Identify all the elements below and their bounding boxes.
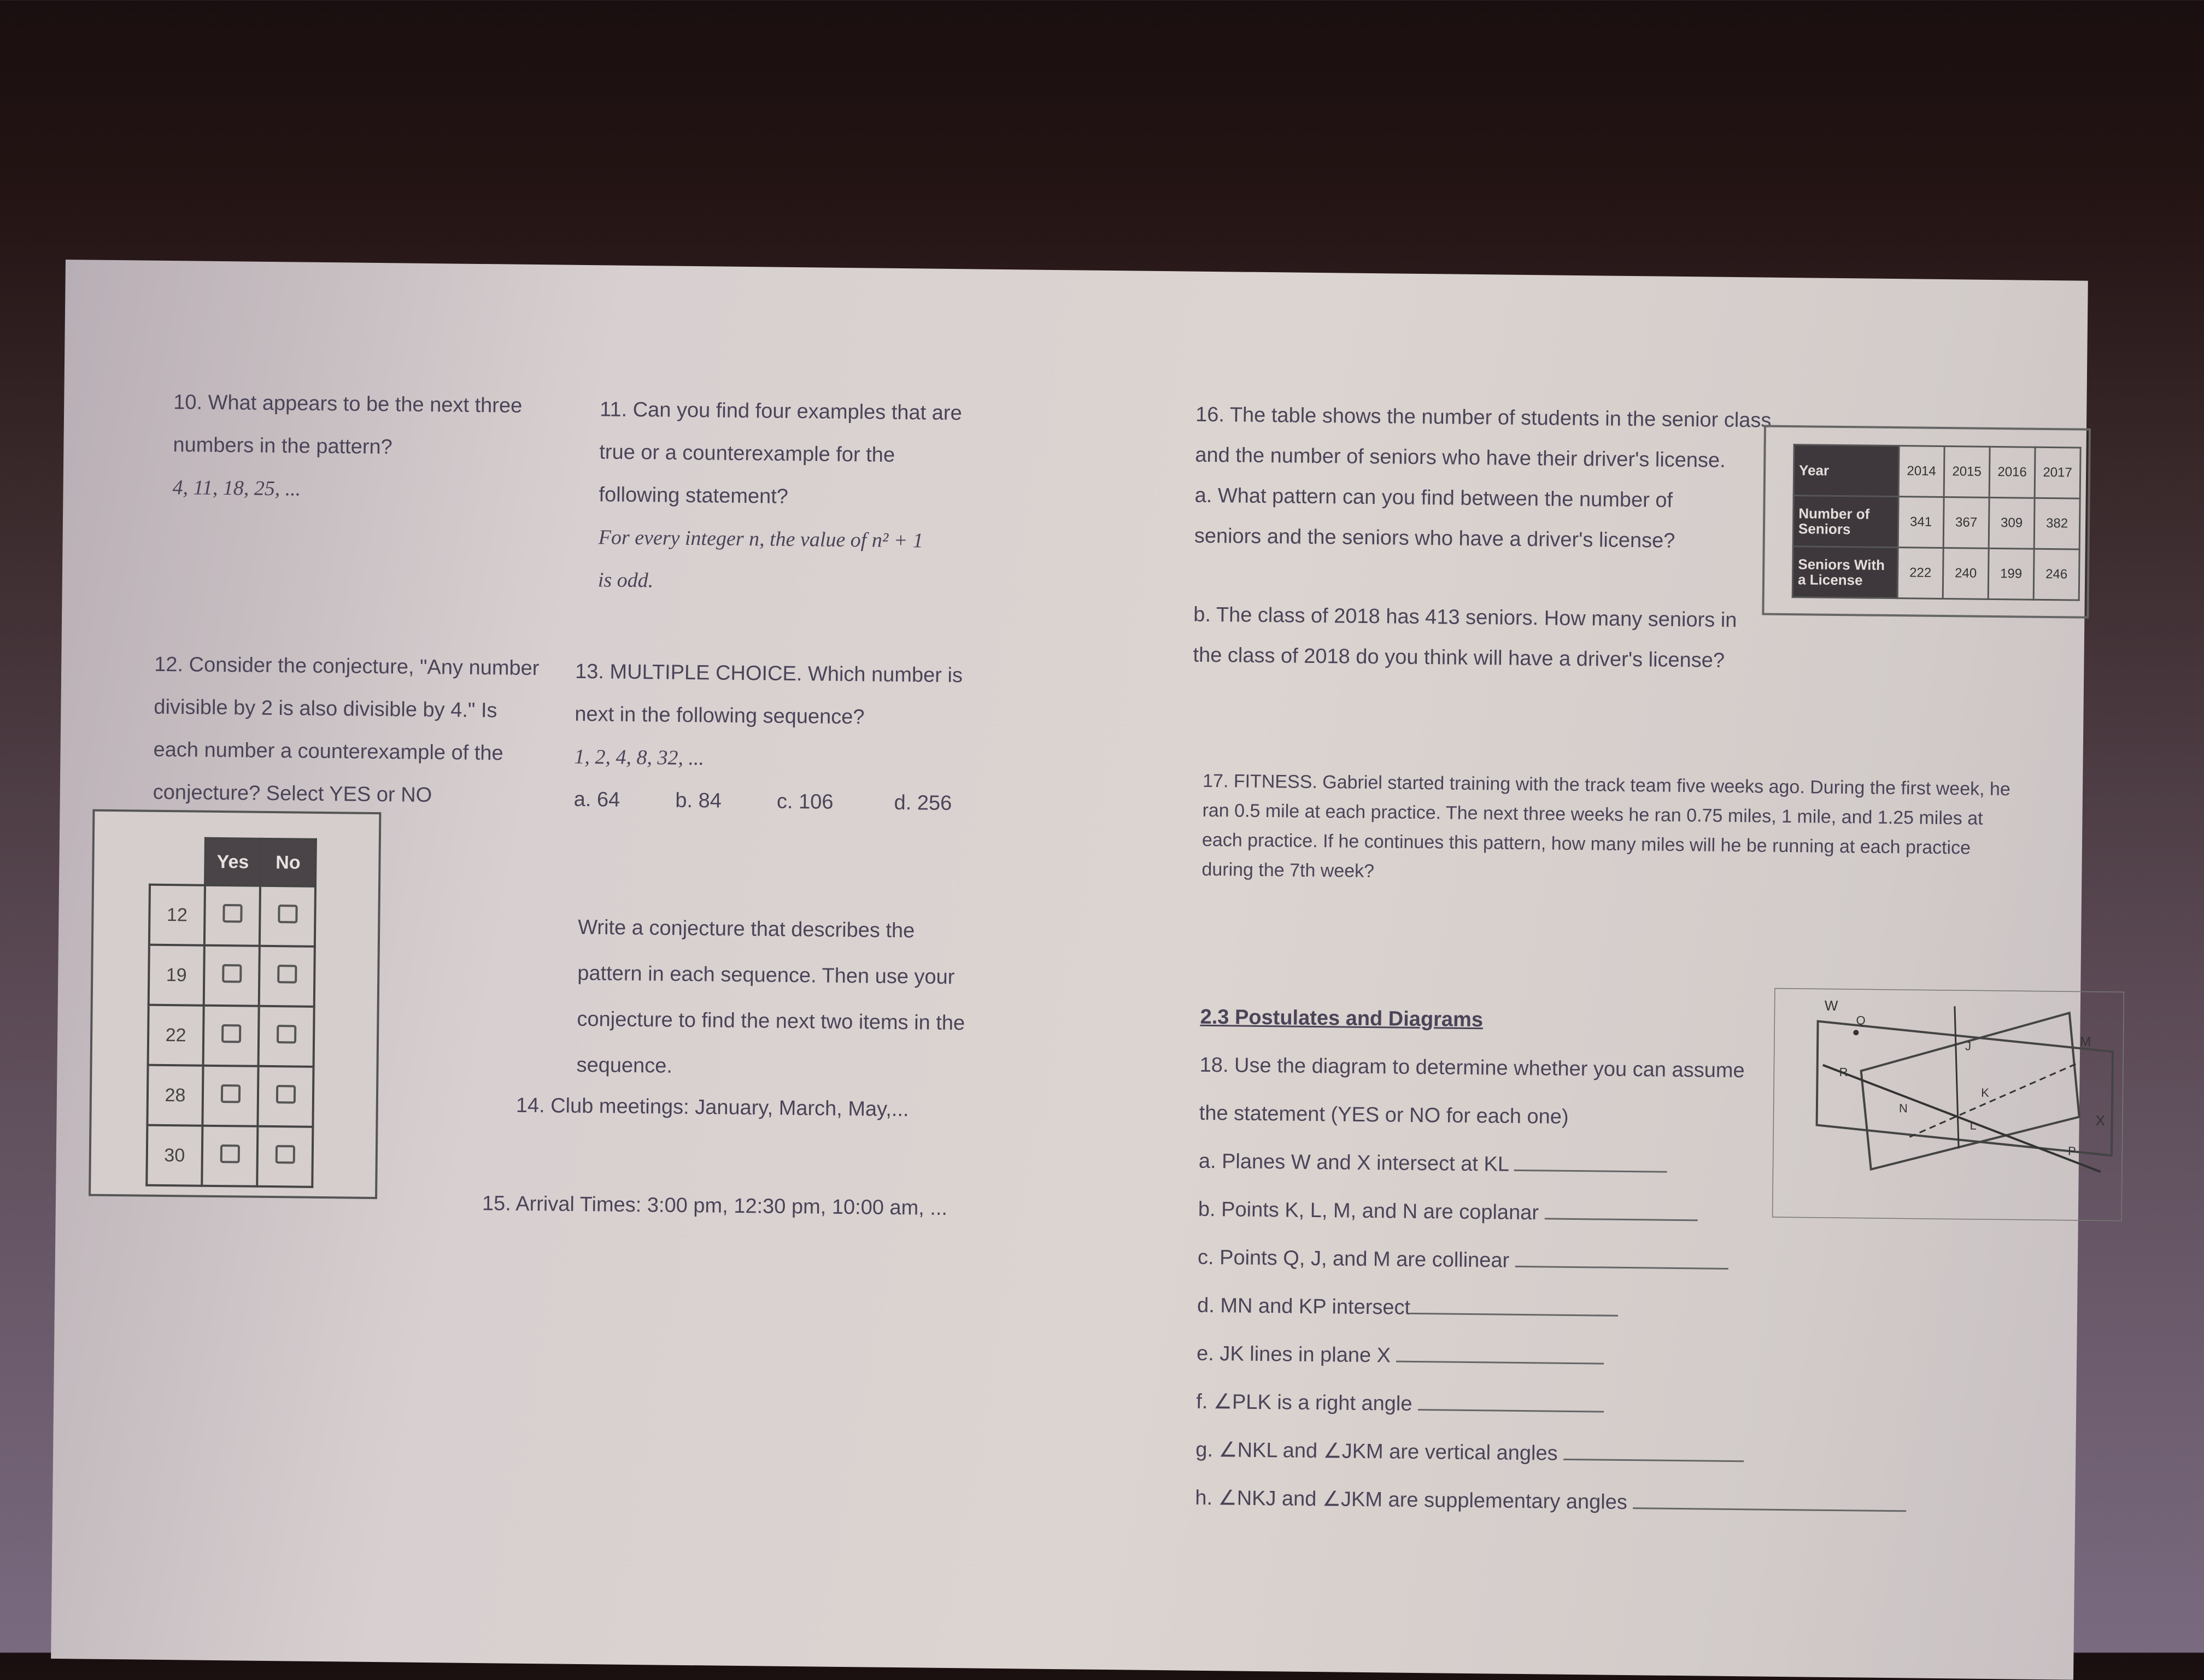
seniors-cell: 341	[1898, 497, 1944, 548]
label-p: P	[2067, 1144, 2076, 1158]
worksheet-page	[51, 260, 2106, 1680]
q11-statement-2: is odd.	[597, 568, 654, 592]
answer-blank-a[interactable]	[1514, 1170, 1667, 1173]
no-checkbox[interactable]	[278, 904, 297, 923]
table-row	[146, 1125, 313, 1187]
yes-checkbox[interactable]	[220, 1084, 240, 1103]
answer-blank-g[interactable]	[1563, 1459, 1744, 1462]
seniors-cell: 382	[2034, 498, 2080, 549]
instructions-line-2: pattern in each sequence. Then use your	[577, 961, 955, 989]
row-label-licensed: Seniors With a License	[1792, 547, 1898, 598]
q13-sequence: 1, 2, 4, 8, 32, ...	[574, 745, 705, 770]
no-checkbox[interactable]	[277, 965, 297, 983]
q13-line-2: next in the following sequence?	[575, 702, 865, 729]
q16a-line-1: a. What pattern can you find between the number of	[1194, 484, 1673, 512]
q16a-line-2: seniors and the seniors who have a driver's license?	[1194, 524, 1675, 553]
q12-line-2: divisible by 2 is also divisible by 4." Is	[154, 695, 497, 722]
answer-blank-f[interactable]	[1418, 1409, 1604, 1413]
q12-line-3: each number a counterexample of the	[153, 738, 503, 765]
instructions-line-3: conjecture to find the next two items in the	[577, 1007, 965, 1035]
no-checkbox[interactable]	[276, 1085, 295, 1103]
q18-line-1: 18. Use the diagram to determine whether you can assume	[1199, 1053, 1745, 1083]
table-row	[147, 1065, 313, 1127]
instructions-line-1: Write a conjecture that describes the	[578, 915, 915, 943]
q18-item-g: g. ∠NKL and ∠JKM are vertical angles	[1195, 1438, 1558, 1465]
table-row	[149, 885, 315, 947]
label-x: X	[2095, 1112, 2106, 1129]
no-checkbox[interactable]	[277, 1025, 296, 1043]
licensed-cell: 199	[1988, 548, 2034, 600]
choice-a[interactable]: a. 64	[573, 788, 620, 812]
seniors-cell: 309	[1989, 497, 2035, 549]
q18-item-a: a. Planes W and X intersect at KL	[1198, 1149, 1509, 1176]
q18-item-e: e. JK lines in plane X	[1196, 1342, 1391, 1367]
row-label-year: Year	[1793, 445, 1899, 497]
q12-line-1: 12. Consider the conjecture, "Any number	[154, 653, 540, 680]
no-header: No	[260, 839, 316, 886]
label-n: N	[1898, 1101, 1908, 1115]
q18-item-b: b. Points K, L, M, and N are coplanar	[1198, 1197, 1539, 1225]
table-row	[1792, 547, 2079, 600]
corner-cell	[150, 838, 206, 885]
question-13	[573, 650, 963, 825]
answer-blank-e[interactable]	[1396, 1361, 1604, 1365]
row-number: 30	[146, 1125, 202, 1186]
question-12	[153, 643, 539, 818]
year-cell: 2015	[1944, 447, 1990, 498]
yes-no-table-frame	[89, 809, 381, 1199]
q15-text: 15. Arrival Times: 3:00 pm, 12:30 pm, 10:00 am, ...	[482, 1192, 948, 1220]
q11-line-3: following statement?	[599, 483, 789, 508]
q11-line-2: true or a counterexample for the	[599, 440, 895, 467]
q10-line-1: 10. What appears to be the next three	[173, 391, 523, 418]
choice-c[interactable]: c. 106	[776, 790, 834, 814]
licensed-cell: 240	[1943, 548, 1989, 600]
answer-blank-d[interactable]	[1410, 1313, 1618, 1317]
label-q: Q	[1856, 1013, 1866, 1027]
planes-diagram	[1772, 988, 2124, 1221]
answer-blank-b[interactable]	[1544, 1218, 1697, 1221]
yes-checkbox[interactable]	[220, 1144, 239, 1163]
q18-item-c: c. Points Q, J, and M are collinear	[1197, 1246, 1510, 1272]
year-cell: 2016	[1989, 447, 2035, 498]
q12-line-4: conjecture? Select YES or NO	[153, 780, 432, 807]
seniors-cell: 367	[1943, 497, 1989, 549]
question-15	[482, 1182, 948, 1230]
row-number: 12	[149, 885, 205, 945]
section-title: 2.3 Postulates and Diagrams	[1200, 1005, 1484, 1032]
q16b-line-1: b. The class of 2018 has 413 seniors. How many seniors in	[1193, 603, 1737, 632]
q17-text: 17. FITNESS. Gabriel started training with the track team five weeks ago. During the first week, he ran 0.5 mile at each practice. The next three weeks he ran 0.75 miles, 1 mile, and 1.25 miles at each practice. If he continues this pattern, how many miles will he be running at each practice during the 7th week?	[1201, 770, 2011, 882]
planes-diagram-svg	[1772, 988, 2124, 1221]
q18-item-f: f. ∠PLK is a right angle	[1196, 1390, 1412, 1415]
q10-line-2: numbers in the pattern?	[173, 433, 393, 459]
label-r: R	[1839, 1065, 1848, 1079]
yes-no-table	[145, 837, 317, 1188]
line-jk	[1953, 1006, 1960, 1148]
label-j: J	[1965, 1039, 1972, 1053]
point-q	[1853, 1030, 1859, 1035]
line-rp	[1822, 1065, 2102, 1172]
answer-blank-h[interactable]	[1633, 1507, 1906, 1512]
question-16	[1193, 395, 1772, 682]
question-10	[172, 381, 522, 513]
seniors-table-frame	[1762, 425, 2091, 619]
label-w: W	[1824, 997, 1838, 1014]
row-label-seniors: Number of Seniors	[1793, 496, 1898, 548]
line-nm	[1909, 1060, 2079, 1138]
row-number: 28	[147, 1065, 203, 1126]
table-row	[149, 945, 315, 1007]
question-17	[1201, 766, 2012, 892]
table-row	[1793, 496, 2080, 549]
table-row	[148, 1005, 314, 1067]
question-11	[598, 388, 963, 605]
q16-line-2: and the number of seniors who have their driver's license.	[1195, 443, 1726, 472]
q16-line-1: 16. The table shows the number of students in the senior class	[1195, 403, 1772, 432]
q18-line-2: the statement (YES or NO for each one)	[1199, 1101, 1569, 1129]
year-cell: 2014	[1898, 446, 1944, 497]
q11-statement: For every integer n, the value of n² + 1	[598, 526, 924, 553]
q13-line-1: 13. MULTIPLE CHOICE. Which number is	[575, 660, 963, 688]
conjecture-instructions	[576, 904, 966, 1092]
licensed-cell: 222	[1897, 548, 1943, 599]
label-m: M	[2080, 1034, 2091, 1049]
choice-d[interactable]: d. 256	[894, 791, 952, 815]
question-14	[515, 1084, 909, 1131]
q18-item-h: h. ∠NKJ and ∠JKM are supplementary angles	[1195, 1486, 1628, 1514]
q10-sequence: 4, 11, 18, 25, ...	[172, 476, 301, 501]
yes-checkbox[interactable]	[222, 904, 242, 923]
row-number: 19	[149, 945, 204, 1006]
instructions-line-4: sequence.	[576, 1053, 673, 1078]
licensed-cell: 246	[2033, 549, 2079, 600]
yes-header: Yes	[205, 838, 261, 886]
table-row	[1793, 445, 2080, 498]
answer-blank-c[interactable]	[1515, 1266, 1728, 1270]
q11-line-1: 11. Can you find four examples that are	[599, 398, 962, 425]
label-l: L	[1969, 1118, 1977, 1132]
q16b-line-2: the class of 2018 do you think will have a driver's license?	[1193, 643, 1725, 672]
label-k: K	[1981, 1085, 1990, 1100]
year-cell: 2017	[2035, 447, 2080, 498]
q18-item-d: d. MN and KP intersect	[1197, 1294, 1411, 1319]
row-number: 22	[148, 1005, 204, 1066]
no-checkbox[interactable]	[275, 1145, 295, 1164]
q13-choices	[573, 778, 962, 825]
yes-checkbox[interactable]	[222, 964, 242, 983]
yes-checkbox[interactable]	[221, 1024, 241, 1043]
seniors-table	[1792, 444, 2082, 601]
q14-text: 14. Club meetings: January, March, May,...	[515, 1094, 909, 1121]
choice-b[interactable]: b. 84	[675, 789, 722, 813]
